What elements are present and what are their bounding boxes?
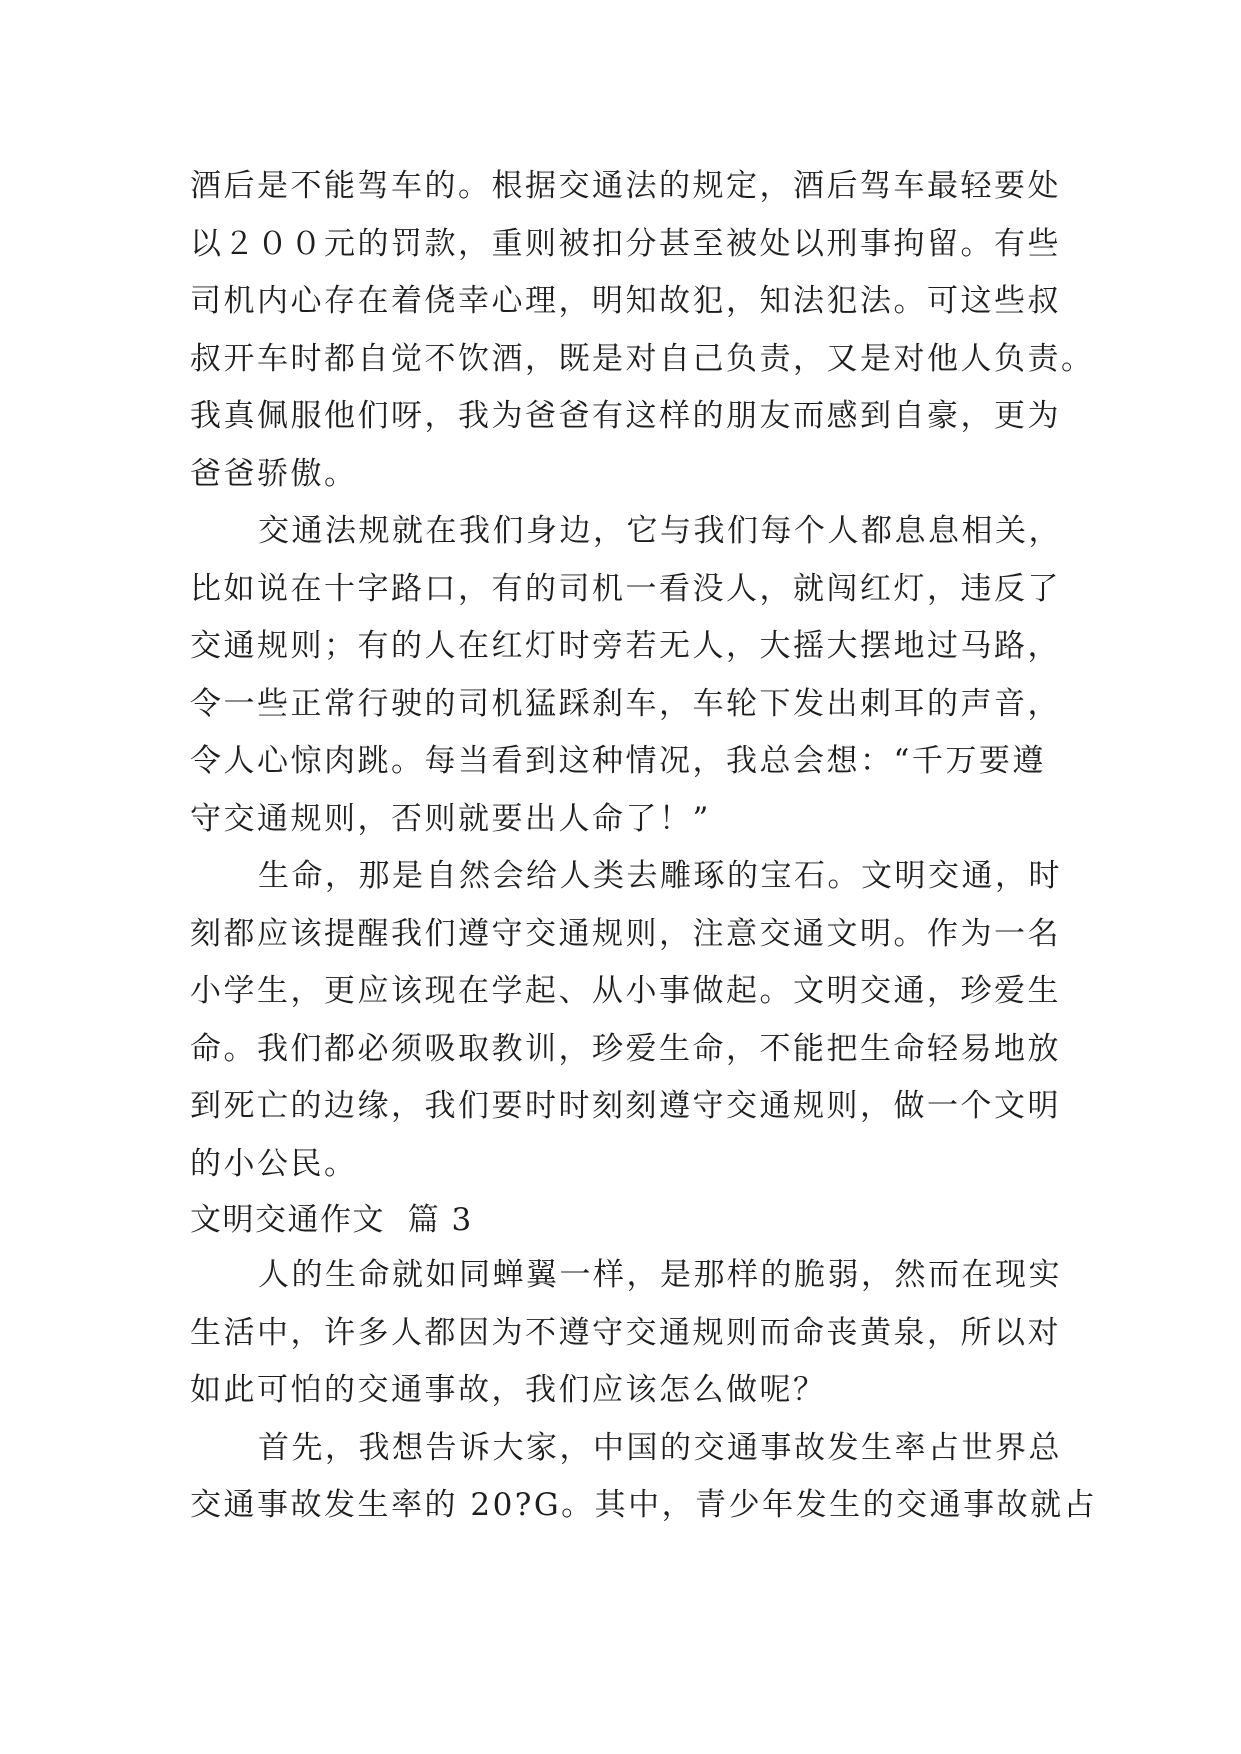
text-line: 酒后是不能驾车的。根据交通法的规定，酒后驾车最轻要处 (190, 168, 1061, 204)
text-line: 交通法规就在我们身边，它与我们每个人都息息相关， (258, 513, 1062, 549)
paragraph (190, 1420, 1098, 1535)
text-line: 爸爸骄傲。 (190, 455, 358, 492)
text-line: 交通规则；有的人在红灯时旁若无人，大摇大摆地过马路， (190, 628, 1061, 664)
paragraph (190, 158, 1095, 503)
text-line: 首先，我想告诉大家，中国的交通事故发生率占世界总 (258, 1429, 1062, 1466)
text-line: 命。我们都必须吸取教训，珍爱生命，不能把生命轻易地放 (190, 1030, 1061, 1067)
text-line: 如此可怕的交通事故，我们应该怎么做呢？ (190, 1372, 827, 1408)
text-line: 生命，那是自然会给人类去雕琢的宝石。文明交通，时 (258, 858, 1062, 894)
text-line: 刻都应该提醒我们遵守交通规则，注意交通文明。作为一名 (190, 915, 1061, 952)
text-line: 比如说在十字路口，有的司机一看没人，就闯红灯，违反了 (190, 570, 1061, 607)
text-line: 的小公民。 (190, 1145, 358, 1182)
section-heading: 文明交通作文 篇 3 (190, 1202, 473, 1238)
text-line: 守交通规则，否则就要出人命了！” (190, 800, 711, 837)
paragraph (190, 503, 1060, 848)
text-line: 小学生，更应该现在学起、从小事做起。文明交通，珍爱生 (190, 973, 1061, 1009)
text-line: 生活中，许多人都因为不遵守交通规则而命丧黄泉，所以对 (190, 1314, 1061, 1351)
text-line: 到死亡的边缘，我们要时时刻刻遵守交通规则，做一个文明 (190, 1088, 1061, 1124)
text-line: 人的生命就如同蝉翼一样，是那样的脆弱，然而在现实 (258, 1257, 1062, 1293)
text-line: 交通事故发生率的 20?G。其中，青少年发生的交通事故就占 (190, 1487, 1098, 1523)
text-line: 令人心惊肉跳。每当看到这种情况，我总会想：“千万要遵 (190, 743, 1046, 779)
paragraph (190, 848, 1060, 1193)
text-line: 司机内心存在着侥幸心理，明知故犯，知法犯法。可这些叔 (190, 283, 1061, 319)
document-body (190, 158, 1098, 1535)
text-line: 我真佩服他们呀，我为爸爸有这样的朋友而感到自豪，更为 (190, 398, 1061, 434)
text-line: 以２００元的罚款，重则被扣分甚至被处以刑事拘留。有些 (190, 225, 1061, 262)
text-line: 令一些正常行驶的司机猛踩刹车，车轮下发出刺耳的声音， (190, 685, 1061, 722)
text-line: 叔开车时都自觉不饮酒，既是对自己负责，又是对他人负责。 (190, 340, 1095, 377)
paragraph (190, 1247, 1060, 1420)
